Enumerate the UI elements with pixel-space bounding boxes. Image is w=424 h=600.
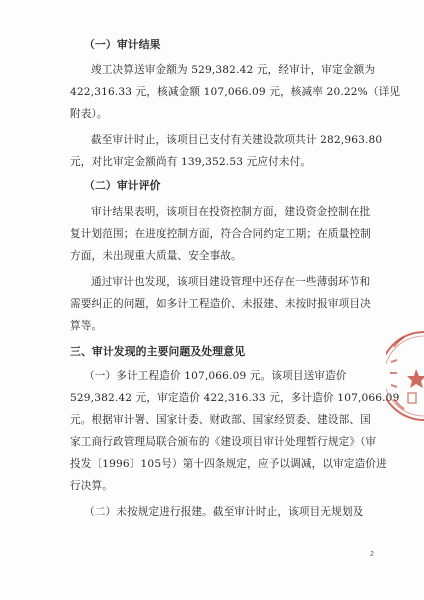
paragraph-line: 元。根据审计署、国家计委、财政部、国家经贸委、建设部、国	[70, 414, 371, 426]
paragraph-line: 529,382.42 元，审定造价 422,316.33 元，多计造价 107,066.09	[70, 392, 400, 404]
paragraph-line: 422,316.33 元，核减金额 107,066.09 元，核减率 20.22%（详见	[70, 86, 401, 98]
section-heading: （二）审计评价	[84, 179, 161, 192]
paragraph-line: 审计结果表明，该项目在投资控制方面，建设资金控制在批	[91, 206, 371, 218]
paragraph-line: 家工商行政管理局联合颁布的《建设项目审计处理暂行规定》（审	[70, 436, 377, 448]
paragraph-line: （二）未按规定进行报建。截至审计时止，该项目无规划及	[84, 506, 364, 518]
paragraph-line: 投发〔1996〕105号）第十四条规定，应予以调减，以审定造价进	[70, 458, 387, 470]
paragraph-line: 行决算。	[70, 480, 113, 492]
paragraph-line: 需要纠正的问题，如多计工程造价、未报建、未按时报审项目决	[70, 298, 371, 310]
paragraph-line: 附表）。	[70, 108, 108, 120]
paragraph-line: 复计划范围；在进度控制方面，符合合同约定工期；在质量控制	[70, 228, 371, 240]
paragraph-line: 截至审计时止，该项目已支付有关建设款项共计 282,963.80	[91, 134, 383, 146]
paragraph-line: 通过审计也发现，该项目建设管理中还存在一些薄弱环节和	[91, 276, 371, 288]
paragraph-line: 方面，未出现重大质量、安全事故。	[70, 250, 242, 262]
paragraph-line: （一）多计工程造价 107,066.09 元。该项目送审造价	[84, 370, 347, 382]
section-heading: 三、审计发现的主要问题及处理意见	[70, 345, 246, 358]
page-number: 2	[370, 551, 374, 558]
paragraph-line: 算等。	[70, 320, 103, 332]
paragraph-line: 元，对比审定金额尚有 139,352.53 元应付未付。	[70, 156, 312, 168]
paragraph-line: 竣工决算送审金额为 529,382.42 元，经审计，审定金额为	[91, 64, 376, 76]
official-seal-stamp	[386, 317, 424, 435]
section-heading: （一）审计结果	[84, 38, 161, 51]
